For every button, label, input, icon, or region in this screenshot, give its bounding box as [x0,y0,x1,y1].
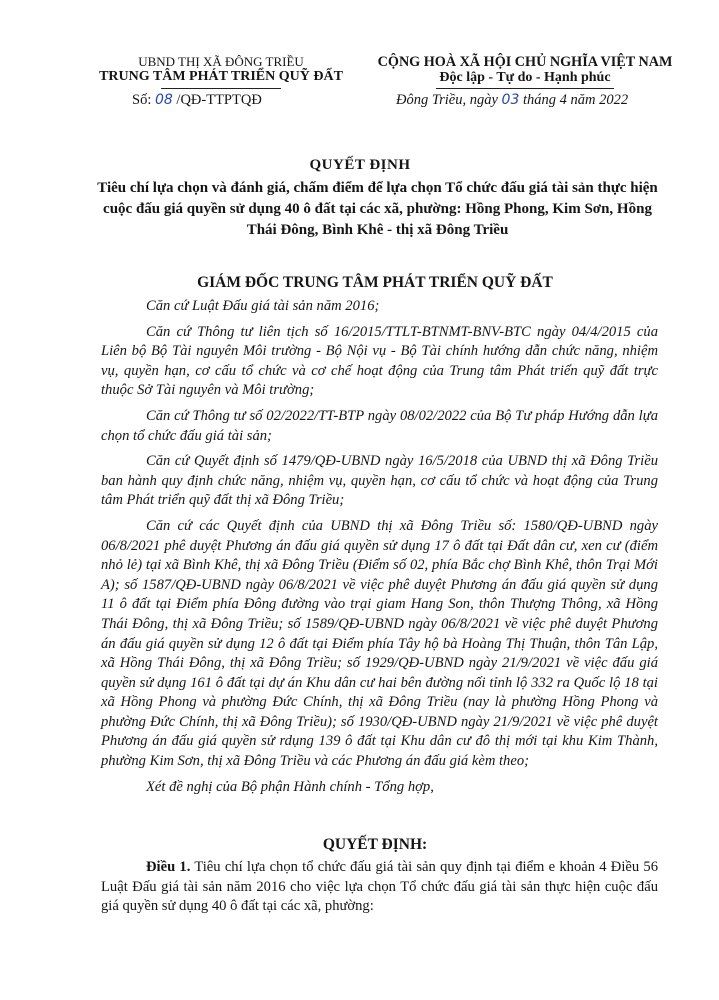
date-prefix: Đông Triều, ngày [396,92,498,108]
ground-paragraph: Căn cứ các Quyết định của UBND thị xã Đông Triều số: 1580/QĐ-UBND ngày 06/8/2021 phê duyệt Phương án đấu giá quyền sử dụng 17 ô đất tại Đất dân cư, xen cư (điểm nhỏ lẻ) tại xã Bình Khê, thị xã Đông Triều (Điểm số 02, phía Bắc chợ Bình Khê, thôn Trại Mới A); số 1587/QĐ-UBND ngày 06/8/2021 về việc phê duyệt Phương án đấu giá quyền sử dụng 11 ô đất tại Điểm phía Đông đường vào trại giam Hang Son, thôn Thượng Thông, xã Hồng Thái Đông, thị xã Đông Triều; số 1589/QĐ-UBND ngày 06/8/2021 về việc phê duyệt Phương án đấu giá quyền sử dụng 12 ô đất tại Điểm phía Tây hộ bà Hoàng Thị Thuận, thôn Tân Lập, xã Hồng Thái Đông, thị xã Đông Triều; số 1929/QĐ-UBND ngày 21/9/2021 về việc đấu giá quyền sử dụng 161 ô đất tại dự án Khu dân cư hai bên đường nối tỉnh lộ 332 ra Quốc lộ 18 tại xã Hồng Phong và phường Đức Chính, thị xã Đông Triều (nay là phường Hồng Phong và phường Đức Chính, thị xã Đông Triều); số 1930/QĐ-UBND ngày 21/9/2021 về việc phê duyệt Phương án đấu giá quyền sử rdụng 139 ô đất tại Khu dân cư đô thị mới tại khu Kim Thành, phường Kim Sơn, thị xã Đông Triều và các Phương án đấu giá kèm theo; [101,517,658,770]
legal-grounds [101,297,658,803]
issuer-block [96,54,346,89]
parent-organization: UBND THỊ XÃ ĐÔNG TRIỀU [138,54,304,69]
national-motto: Độc lập - Tự do - Hạnh phúc [439,70,611,85]
article-text: Tiêu chí lựa chọn tổ chức đấu giá tài sản quy định tại điểm e khoản 4 Điều 56 Luật Đấu giá tài sản năm 2016 cho việc lựa chọn Tổ chức đấu giá tài sản thực hiện cuộc đấu giá quyền sử dụng 40 ô đất tại các xã, phường: [101,859,658,915]
article-label: Điều 1. [146,859,191,875]
ground-paragraph: Căn cứ Quyết định số 1479/QĐ-UBND ngày 16/5/2018 của UBND thị xã Đông Triều ban hành quy định chức năng, nhiệm vụ, quyền hạn, cơ cấu tổ chức và hoạt động của Trung tâm Phát triển quỹ đất thị xã Đông Triều; [101,453,658,509]
reference-number [132,92,262,109]
date-suffix: tháng 4 năm 2022 [522,92,629,108]
handwritten-number: 08 [154,92,173,108]
issue-date [396,92,628,109]
authority-heading: GIÁM ĐỐC TRUNG TÂM PHÁT TRIỂN QUỸ ĐẤT [197,274,553,291]
country-name: CỘNG HOÀ XÃ HỘI CHỦ NGHĨA VIỆT NAM [377,54,673,70]
motto-underline [436,88,614,89]
ground-paragraph: Căn cứ Thông tư số 02/2022/TT-BTP ngày 08/02/2022 của Bộ Tư pháp Hướng dẫn lựa chọn tổ chức đấu giá tài sản; [101,407,658,444]
document-subtitle: Tiêu chí lựa chọn và đánh giá, chấm điểm để lựa chọn Tổ chức đấu giá tài sản thực hiện cuộc đấu giá quyền sử dụng 40 ô đất tại các xã, phường: Hồng Phong, Kim Sơn, Hồng Thái Đông, Bình Khê - thị xã Đông Triều [97,180,658,238]
ground-paragraph: Xét đề nghị của Bộ phận Hành chính - Tổng hợp, [146,778,434,795]
article-1 [101,858,658,917]
handwritten-day: 03 [501,92,520,108]
national-header [360,54,690,89]
ground-paragraph: Căn cứ Thông tư liên tịch số 16/2015/TTLT-BTNMT-BNV-BTC ngày 04/4/2015 của Liên bộ Bộ Tài nguyên Môi trường - Bộ Nội vụ - Bộ Tài chính hướng dẫn chức năng, nhiệm vụ, quyền hạn, cơ cấu tổ chức và cơ chế hoạt động của Trung tâm Phát triển quỹ đất trực thuộc Sở Tài nguyên và Môi trường; [101,323,658,399]
reference-label: Số: [132,92,152,108]
issuer-underline [161,88,281,89]
reference-code: /QĐ-TTPTQĐ [176,92,262,108]
ground-paragraph: Căn cứ Luật Đấu giá tài sản năm 2016; [146,298,380,314]
decision-heading: QUYẾT ĐỊNH: [322,836,428,853]
document-title: QUYẾT ĐỊNH [309,157,411,173]
issuing-organization: TRUNG TÂM PHÁT TRIỂN QUỸ ĐẤT [99,69,343,84]
